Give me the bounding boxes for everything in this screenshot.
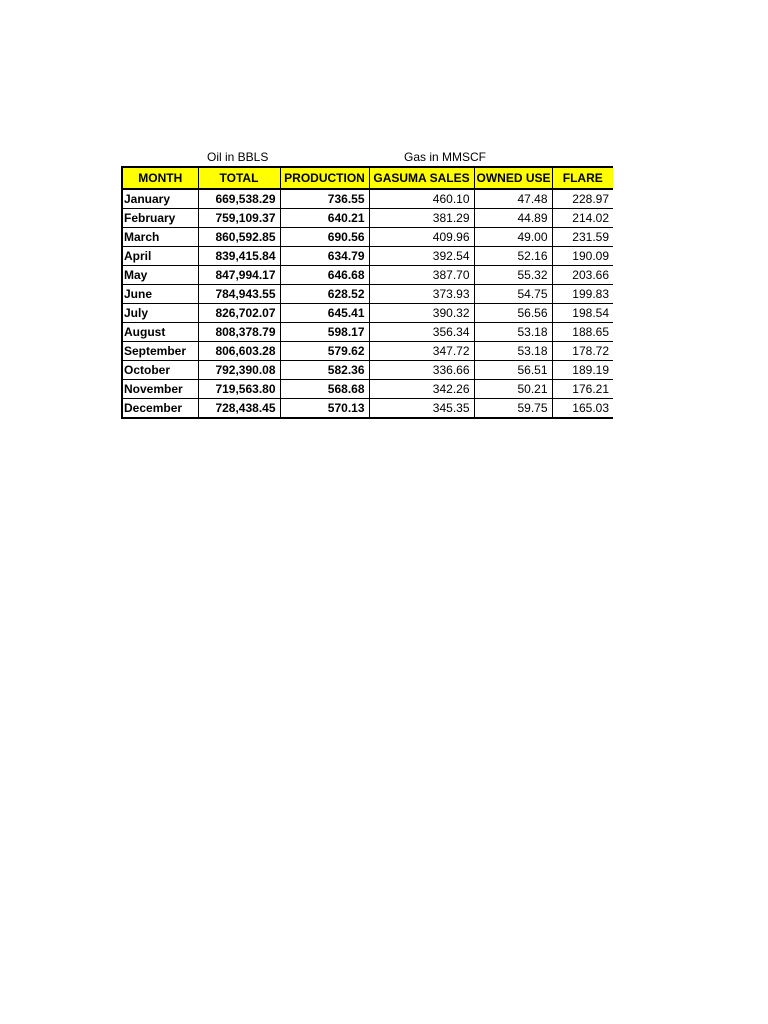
cell-owned-use: 47.48	[474, 189, 552, 209]
header-owned-use: OWNED USE	[474, 167, 552, 189]
cell-gasuma-sales: 387.70	[369, 266, 474, 285]
cell-flare: 198.54	[552, 304, 613, 323]
cell-gasuma-sales: 381.29	[369, 209, 474, 228]
cell-total: 784,943.55	[198, 285, 280, 304]
cell-total: 669,538.29	[198, 189, 280, 209]
cell-owned-use: 56.51	[474, 361, 552, 380]
cell-owned-use: 59.75	[474, 399, 552, 419]
oil-units-label: Oil in BBLS	[207, 150, 269, 164]
header-flare: FLARE	[552, 167, 613, 189]
table-row	[122, 361, 613, 380]
cell-production: 570.13	[280, 399, 369, 419]
cell-gasuma-sales: 392.54	[369, 247, 474, 266]
cell-production: 645.41	[280, 304, 369, 323]
cell-month: September	[122, 342, 198, 361]
cell-month: March	[122, 228, 198, 247]
cell-month: June	[122, 285, 198, 304]
cell-total: 728,438.45	[198, 399, 280, 419]
cell-flare: 188.65	[552, 323, 613, 342]
cell-total: 719,563.80	[198, 380, 280, 399]
cell-total: 839,415.84	[198, 247, 280, 266]
cell-gasuma-sales: 356.34	[369, 323, 474, 342]
table-row	[122, 189, 613, 209]
cell-month: May	[122, 266, 198, 285]
table-row	[122, 228, 613, 247]
cell-month: October	[122, 361, 198, 380]
cell-month: July	[122, 304, 198, 323]
cell-production: 579.62	[280, 342, 369, 361]
cell-gasuma-sales: 342.26	[369, 380, 474, 399]
table-row	[122, 399, 613, 419]
cell-total: 826,702.07	[198, 304, 280, 323]
cell-gasuma-sales: 345.35	[369, 399, 474, 419]
cell-production: 640.21	[280, 209, 369, 228]
cell-production: 568.68	[280, 380, 369, 399]
table-row	[122, 266, 613, 285]
cell-total: 806,603.28	[198, 342, 280, 361]
header-gasuma-sales: GASUMA SALES	[369, 167, 474, 189]
cell-gasuma-sales: 347.72	[369, 342, 474, 361]
cell-total: 860,592.85	[198, 228, 280, 247]
cell-flare: 199.83	[552, 285, 613, 304]
cell-flare: 203.66	[552, 266, 613, 285]
cell-owned-use: 53.18	[474, 342, 552, 361]
gas-units-label: Gas in MMSCF	[404, 150, 487, 164]
cell-gasuma-sales: 373.93	[369, 285, 474, 304]
cell-production: 628.52	[280, 285, 369, 304]
cell-production: 582.36	[280, 361, 369, 380]
table-row	[122, 342, 613, 361]
cell-total: 759,109.37	[198, 209, 280, 228]
table-row	[122, 209, 613, 228]
header-month: MONTH	[122, 167, 198, 189]
header-production: PRODUCTION	[280, 167, 369, 189]
table-row	[122, 323, 613, 342]
cell-total: 808,378.79	[198, 323, 280, 342]
cell-month: August	[122, 323, 198, 342]
cell-owned-use: 52.16	[474, 247, 552, 266]
cell-total: 847,994.17	[198, 266, 280, 285]
table-row	[122, 304, 613, 323]
cell-month: April	[122, 247, 198, 266]
cell-production: 736.55	[280, 189, 369, 209]
header-row	[122, 167, 613, 189]
cell-production: 690.56	[280, 228, 369, 247]
cell-owned-use: 50.21	[474, 380, 552, 399]
cell-owned-use: 55.32	[474, 266, 552, 285]
cell-month: December	[122, 399, 198, 419]
table-row	[122, 285, 613, 304]
cell-flare: 178.72	[552, 342, 613, 361]
cell-gasuma-sales: 390.32	[369, 304, 474, 323]
cell-owned-use: 49.00	[474, 228, 552, 247]
cell-owned-use: 56.56	[474, 304, 552, 323]
cell-owned-use: 53.18	[474, 323, 552, 342]
cell-gasuma-sales: 409.96	[369, 228, 474, 247]
cell-total: 792,390.08	[198, 361, 280, 380]
cell-owned-use: 54.75	[474, 285, 552, 304]
cell-month: November	[122, 380, 198, 399]
cell-production: 634.79	[280, 247, 369, 266]
cell-month: January	[122, 189, 198, 209]
cell-flare: 214.02	[552, 209, 613, 228]
table-row	[122, 380, 613, 399]
cell-owned-use: 44.89	[474, 209, 552, 228]
cell-month: February	[122, 209, 198, 228]
cell-production: 598.17	[280, 323, 369, 342]
table-row	[122, 247, 613, 266]
header-total: TOTAL	[198, 167, 280, 189]
cell-gasuma-sales: 336.66	[369, 361, 474, 380]
cell-flare: 190.09	[552, 247, 613, 266]
cell-flare: 189.19	[552, 361, 613, 380]
cell-production: 646.68	[280, 266, 369, 285]
cell-flare: 228.97	[552, 189, 613, 209]
cell-flare: 165.03	[552, 399, 613, 419]
cell-flare: 231.59	[552, 228, 613, 247]
cell-flare: 176.21	[552, 380, 613, 399]
table-body	[122, 189, 613, 418]
cell-gasuma-sales: 460.10	[369, 189, 474, 209]
production-table	[121, 166, 613, 419]
